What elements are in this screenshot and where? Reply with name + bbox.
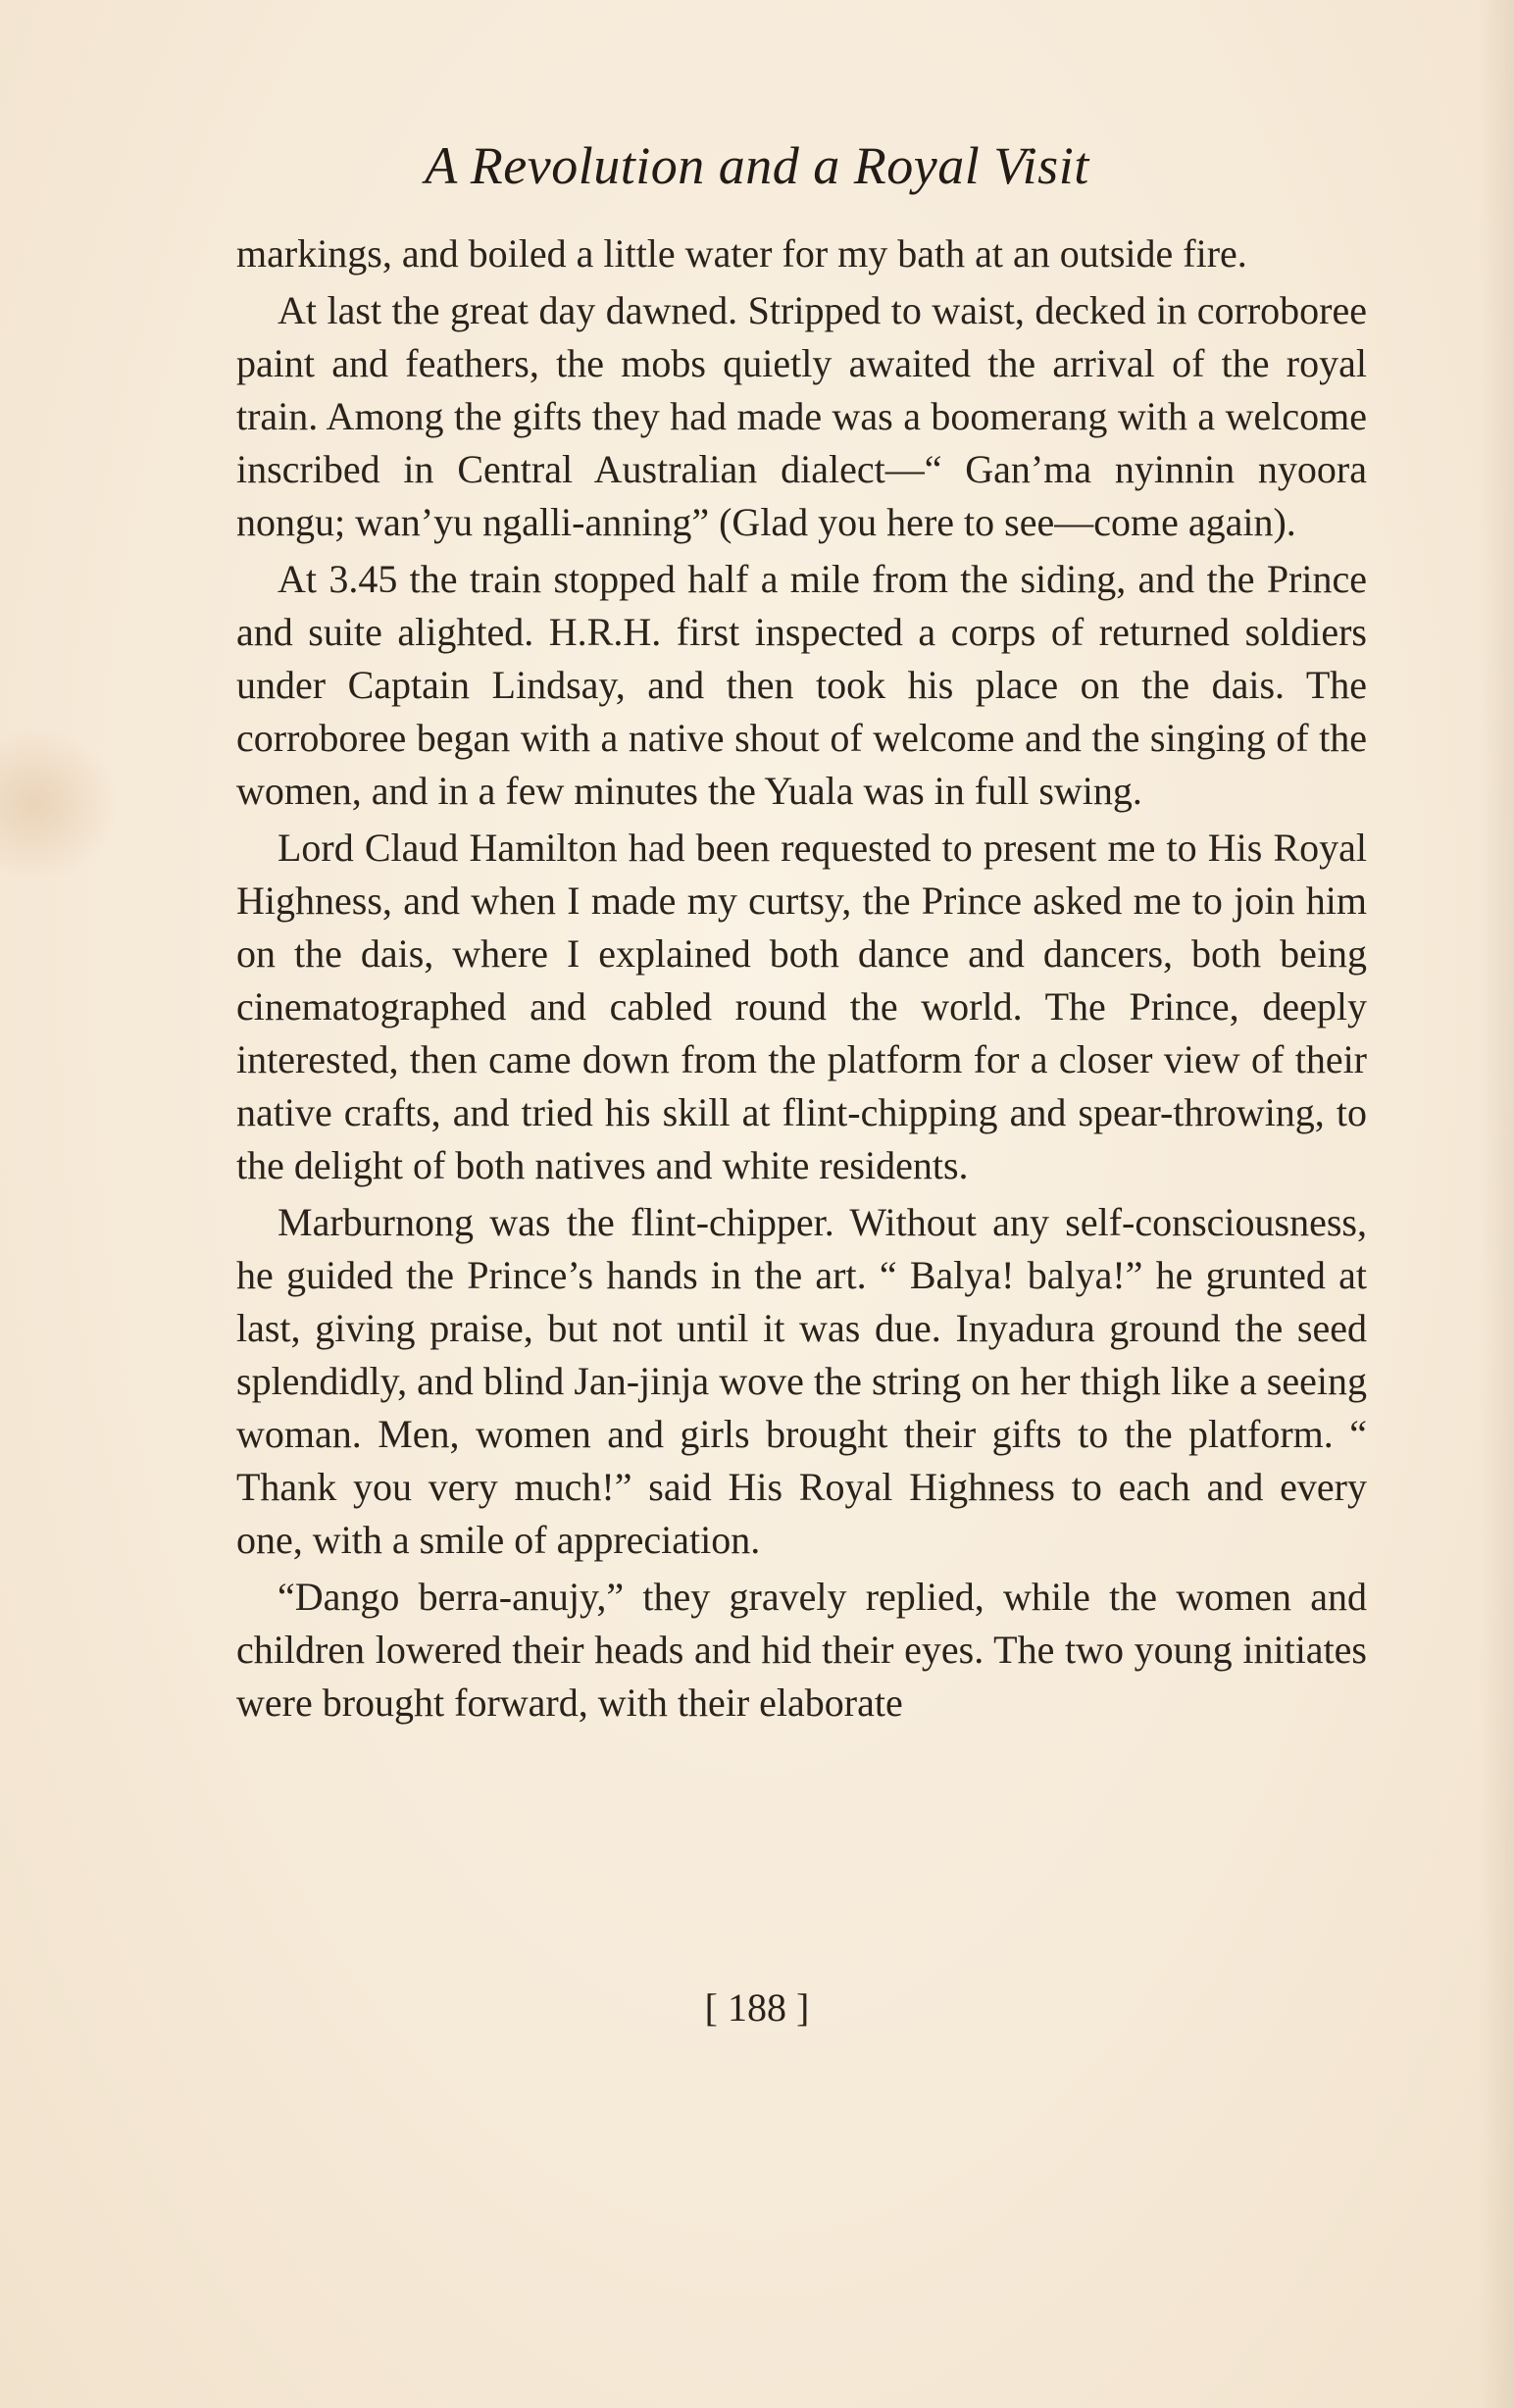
body-text xyxy=(236,227,1367,1730)
paragraph: At 3.45 the train stopped half a mile from the siding, and the Prince and suite alighted. H.R.H. first inspected a corps of returned soldiers under Captain Lindsay, and then took his place on the dais. The corroboree began with a native shout of welcome and the singing of the women, and in a few minutes the Yuala was in full swing. xyxy=(236,557,1367,813)
page-number: [ 188 ] xyxy=(704,1985,810,2030)
paper-stain xyxy=(0,726,118,882)
paragraph: “Dango berra-anujy,” they gravely replied, while the women and children lowered their heads and hid their eyes. The two young initiates were brought forward, with their elaborate xyxy=(236,1575,1367,1725)
paragraph-continued: markings, and boiled a little water for my bath at an outside fire. xyxy=(236,231,1247,276)
running-head: A Revolution and a Royal Visit xyxy=(425,136,1089,195)
page-edge-shadow xyxy=(1479,0,1514,2408)
paragraph: Marburnong was the flint-chipper. Without any self-consciousness, he guided the Prince’s hands in the art. “ Balya! balya!” he grunted at last, giving praise, but not until it was due. Inyadura ground the seed splendidly, and blind Jan-jinja wove the string on her thigh like a seeing woman. Men, women and girls brought their gifts to the platform. “ Thank you very much!” said His Royal Highness to each and every one, with a smile of appreciation. xyxy=(236,1200,1367,1562)
paragraph: At last the great day dawned. Stripped to waist, decked in corroboree paint and feathers, the mobs quietly awaited the arrival of the royal train. Among the gifts they had made was a boomerang with a welcome inscribed in Central Australian dialect—“ Gan’ma nyinnin nyoora nongu; wan’yu ngalli-anning” (Glad you here to see—come again). xyxy=(236,288,1367,544)
paragraph: Lord Claud Hamilton had been requested to present me to His Royal Highness, and when I made my curtsy, the Prince asked me to join him on the dais, where I explained both dance and dancers, both being cinematographed and cabled round the world. The Prince, deeply interested, then came down from the platform for a closer view of their native crafts, and tried his skill at flint-chipping and spear-throwing, to the delight of both natives and white residents. xyxy=(236,826,1367,1187)
